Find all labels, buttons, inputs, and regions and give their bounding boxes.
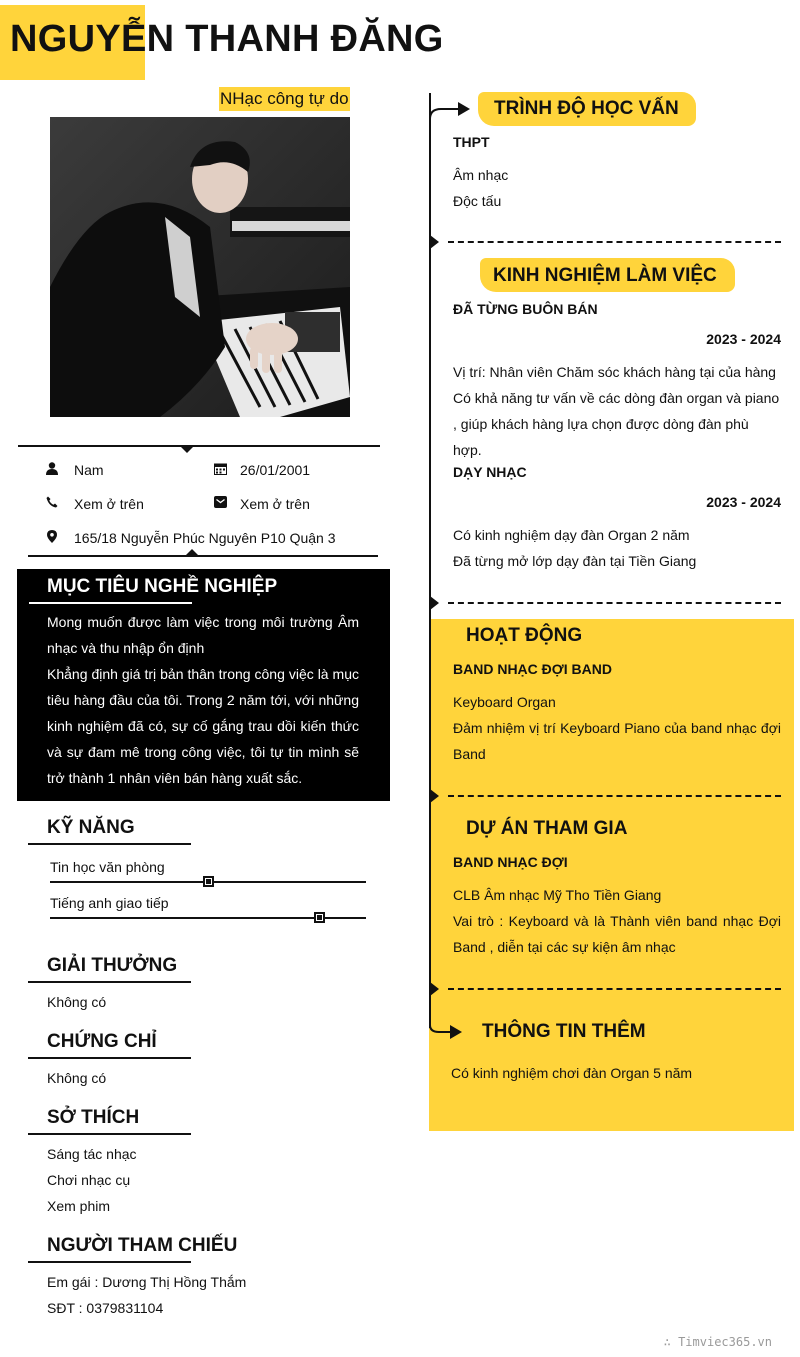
- objective-text: [47, 609, 359, 791]
- job-description: [453, 522, 781, 574]
- birthdate-value: 26/01/2001: [240, 462, 311, 478]
- section-divider: [448, 602, 781, 604]
- job-line: Có khả năng tư vấn về các dòng đàn organ và piano , giúp khách hàng lựa chọn được dòng đàn phù hợp.: [453, 390, 780, 458]
- timeline-marker: [430, 235, 439, 249]
- activities-title: HOẠT ĐỘNG: [466, 625, 583, 646]
- profile-photo: [50, 117, 350, 417]
- objective-paragraph: Mong muốn được làm việc trong môi trường Âm nhạc và thu nhập ổn định Khẳng định giá trị bản thân trong công việc là mục tiêu hàng đầu của tôi. Trong 2 năm tới, với những kinh nghiệm đã có, sự cố gắng trau dồi kiến thức và sự đam mê trong công việc, tôi tự tin mình sẽ trở thành 1 nhân viên bán hàng xuất sắc.: [47, 614, 359, 786]
- watermark: ∴ Timviec365.vn: [663, 1335, 772, 1349]
- gender-value: Nam: [74, 462, 104, 478]
- education-title: TRÌNH ĐỘ HỌC VẤN: [494, 98, 679, 119]
- reference-line: SĐT : 0379831104: [47, 1300, 164, 1316]
- experience-title: KINH NGHIỆM LÀM VIỆC: [493, 265, 717, 286]
- objective-box: [17, 569, 390, 801]
- job-name: DẠY NHẠC: [453, 464, 527, 480]
- reference-line: Em gái : Dương Thị Hồng Thắm: [47, 1274, 247, 1290]
- certificates-text: Không có: [47, 1070, 107, 1086]
- skill-level-knob: [203, 876, 214, 887]
- project-line: Vai trò : Keyboard và là Thành viên band nhạc Đợi Band , diễn tại các sự kiện âm nhạc: [453, 913, 781, 955]
- full-name: NGUYỄN THANH ĐĂNG: [10, 18, 444, 60]
- arrow-right-icon: [429, 1015, 465, 1044]
- job-period: 2023 - 2024: [706, 494, 781, 510]
- hobby-item: Sáng tác nhạc: [47, 1146, 137, 1162]
- email-icon: [213, 495, 227, 509]
- arrow-right-icon: [429, 100, 473, 125]
- objective-title: MỤC TIÊU NGHỀ NGHIỆP: [47, 576, 278, 597]
- timeline-marker: [430, 789, 439, 803]
- phone-icon: [45, 495, 59, 509]
- job-period: 2023 - 2024: [706, 331, 781, 347]
- projects-org: BAND NHẠC ĐỢI: [453, 854, 568, 870]
- education-line: Âm nhạc: [453, 167, 509, 183]
- hobby-item: Chơi nhạc cụ: [47, 1172, 131, 1188]
- projects-description: [453, 882, 781, 960]
- info-top-triangle: [180, 446, 194, 453]
- job-title: NHạc công tự do: [219, 87, 350, 111]
- info-bottom-divider: [28, 555, 378, 557]
- job-name: ĐÃ TỪNG BUÔN BÁN: [453, 301, 598, 317]
- user-icon: [45, 461, 59, 475]
- email-value: Xem ở trên: [240, 496, 310, 512]
- education-school: THPT: [453, 134, 490, 150]
- activity-line: Đảm nhiệm vị trí Keyboard Piano của band nhạc đợi Band: [453, 720, 781, 762]
- skill-name: Tin học văn phòng: [50, 859, 165, 875]
- job-description: [453, 359, 781, 463]
- additional-text: Có kinh nghiệm chơi đàn Organ 5 năm: [451, 1065, 693, 1081]
- timeline-marker: [430, 982, 439, 996]
- skill-track: [50, 881, 366, 883]
- activities-description: [453, 689, 781, 767]
- section-divider: [448, 795, 781, 797]
- address-value: 165/18 Nguyễn Phúc Nguyên P10 Quận 3: [74, 530, 336, 546]
- activities-org: BAND NHẠC ĐỢI BAND: [453, 661, 612, 677]
- timeline-line: [429, 93, 431, 1028]
- activity-line: Keyboard Organ: [453, 694, 556, 710]
- references-underline: [28, 1261, 191, 1263]
- awards-text: Không có: [47, 994, 107, 1010]
- certificates-title: CHỨNG CHỈ: [47, 1031, 157, 1052]
- additional-title: THÔNG TIN THÊM: [482, 1021, 646, 1042]
- location-icon: [45, 529, 59, 543]
- skills-underline: [28, 843, 191, 845]
- timeline-marker: [430, 596, 439, 610]
- section-divider: [448, 241, 781, 243]
- references-title: NGƯỜI THAM CHIẾU: [47, 1235, 238, 1256]
- projects-title: DỰ ÁN THAM GIA: [466, 818, 628, 839]
- skill-name: Tiếng anh giao tiếp: [50, 895, 169, 911]
- skill-level-knob: [314, 912, 325, 923]
- awards-title: GIẢI THƯỞNG: [47, 955, 178, 976]
- project-line: CLB Âm nhạc Mỹ Tho Tiền Giang: [453, 887, 662, 903]
- hobbies-title: SỞ THÍCH: [47, 1107, 140, 1128]
- skill-track: [50, 917, 366, 919]
- skills-title: KỸ NĂNG: [47, 817, 135, 838]
- job-line: Vị trí: Nhân viên Chăm sóc khách hàng tại của hàng: [453, 364, 776, 380]
- hobby-item: Xem phim: [47, 1198, 111, 1214]
- phone-value: Xem ở trên: [74, 496, 144, 512]
- job-line: Có kinh nghiệm dạy đàn Organ 2 năm: [453, 527, 690, 543]
- info-top-divider: [18, 445, 380, 447]
- objective-underline: [29, 602, 192, 604]
- hobbies-underline: [28, 1133, 191, 1135]
- awards-underline: [28, 981, 191, 983]
- certificates-underline: [28, 1057, 191, 1059]
- job-line: Đã từng mở lớp dạy đàn tại Tiền Giang: [453, 553, 697, 569]
- education-line: Độc tấu: [453, 193, 502, 209]
- calendar-icon: [213, 461, 227, 475]
- section-divider: [448, 988, 781, 990]
